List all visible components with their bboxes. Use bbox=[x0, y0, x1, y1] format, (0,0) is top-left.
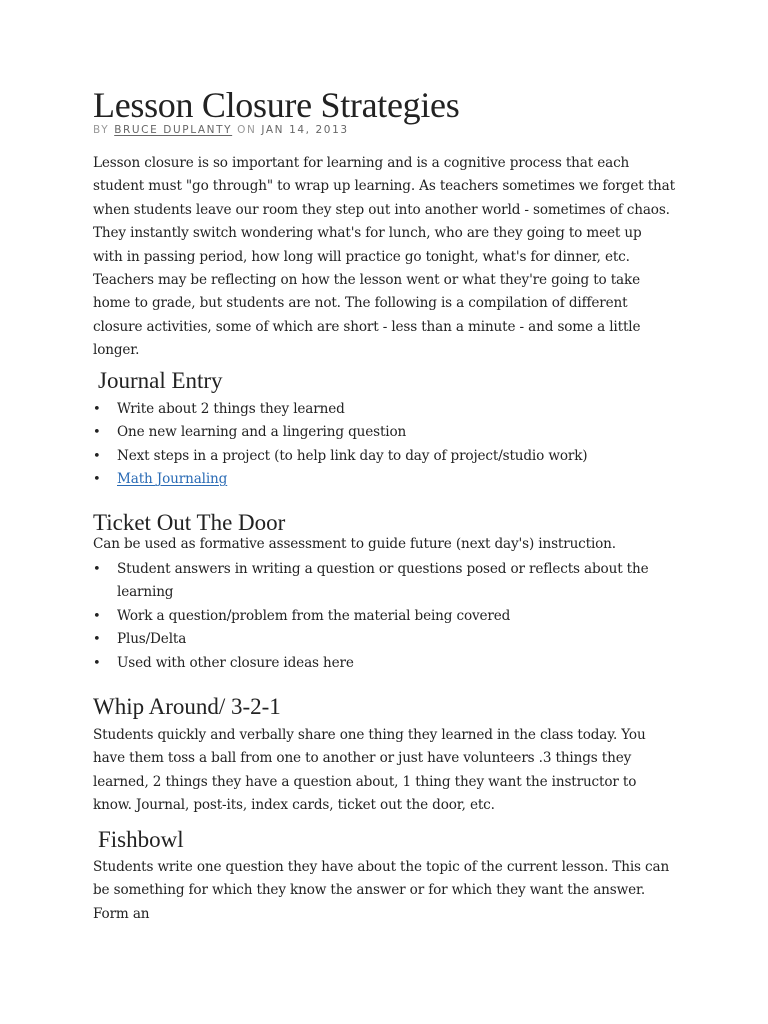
list-item: • Plus/Delta bbox=[93, 628, 675, 651]
byline-author-link[interactable]: BRUCE DUPLANTY bbox=[114, 124, 233, 136]
intro-paragraph: Lesson closure is so important for learning and is a cognitive process that each student must "go through" to wrap up learning. As teachers sometimes we forget that when students leave our room they step out into another world - sometimes of chaos. They instantly switch wondering what's for lunch, who are they going to meet up with in passing period, how long will practice go tonight, what's for dinner, etc. Teachers may be reflecting on how the lesson went or what they're going to take home to grade, but students are not. The following is a compilation of different closure activities, some of which are short - less than a minute - and some a little longer. bbox=[93, 155, 675, 359]
list-item: • Work a question/problem from the material being covered bbox=[93, 605, 675, 628]
byline-on: ON bbox=[237, 124, 257, 136]
whip-around-paragraph: Students quickly and verbally share one thing they learned in the class today. You have them toss a ball from one to another or just have volunteers .3 things they learned, 2 things they have a question about, 1 thing they want the instructor to know. Journal, post-its, index cards, ticket out the door, etc. bbox=[93, 727, 646, 814]
ticket-out-the-door-list bbox=[93, 558, 675, 675]
section-heading-ticket-out-the-door: Ticket Out The Door bbox=[93, 510, 286, 535]
ticket-out-the-door-description: Can be used as formative assessment to guide future (next day's) instruction. bbox=[93, 536, 616, 552]
journal-entry-list bbox=[93, 398, 675, 492]
byline-date: JAN 14, 2013 bbox=[261, 124, 349, 136]
fishbowl-paragraph: Students write one question they have about the topic of the current lesson. This can be something for which they know the answer or for which they want the answer. Form an bbox=[93, 859, 670, 922]
list-item: • Next steps in a project (to help link day to day of project/studio work) bbox=[93, 445, 675, 468]
list-item: • Used with other closure ideas here bbox=[93, 652, 675, 675]
section-heading-whip-around: Whip Around/ 3-2-1 bbox=[93, 694, 281, 719]
list-item: • One new learning and a lingering question bbox=[93, 421, 675, 444]
article-title: Lesson Closure Strategies bbox=[93, 85, 460, 125]
list-item: • Student answers in writing a question or questions posed or reflects about the learning bbox=[93, 558, 675, 605]
math-journaling-link[interactable]: Math Journaling bbox=[117, 471, 228, 488]
section-heading-fishbowl: Fishbowl bbox=[98, 827, 184, 852]
byline-by: BY bbox=[93, 124, 110, 136]
list-item: • Write about 2 things they learned bbox=[93, 398, 675, 421]
byline bbox=[93, 124, 349, 136]
section-heading-journal-entry: Journal Entry bbox=[98, 368, 223, 393]
list-item-math-journaling bbox=[93, 468, 675, 491]
